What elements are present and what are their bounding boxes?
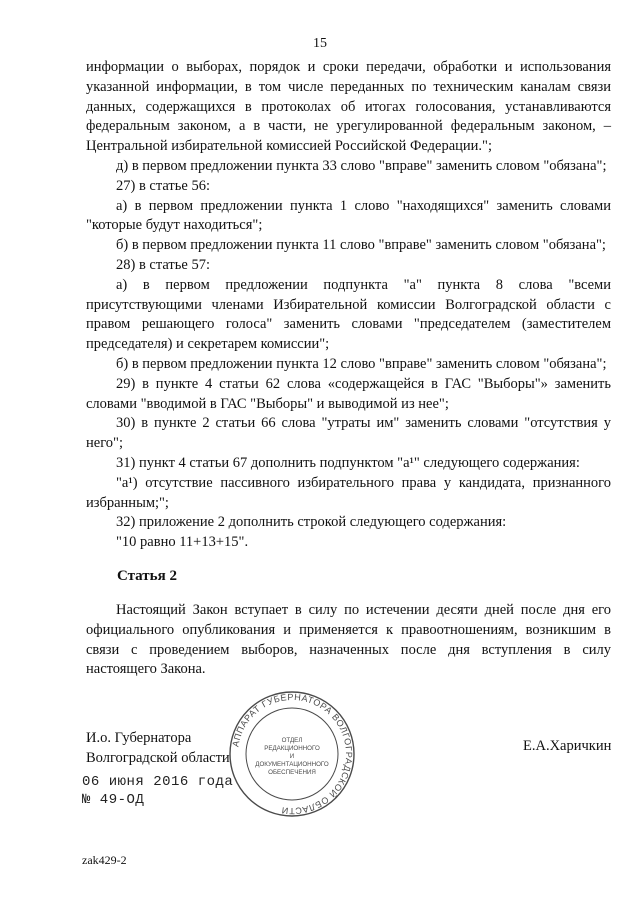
paragraph-11: "а¹) отсутствие пассивного избирательного права у кандидата, признанного избранным;"; <box>86 474 611 511</box>
paragraph-9: 30) в пункте 2 статьи 66 слова "утраты им" заменить словами "отсутствия у него"; <box>86 415 611 452</box>
paragraph-8: 29) в пункте 4 статьи 62 слова «содержащейся в ГАС "Выборы"» заменить словами "вводимой в ГАС "Выборы" и выводимой из нее"; <box>86 375 611 412</box>
paragraph-2: 27) в статье 56: <box>116 177 210 194</box>
amendments-text <box>86 58 611 553</box>
signatory-position <box>86 728 230 768</box>
paragraph-10: 31) пункт 4 статьи 67 дополнить подпунктом "а¹" следующего содержания: <box>116 454 580 471</box>
paragraph-0: информации о выборах, порядок и сроки передачи, обработки и использования указанной информации, в том числе переданных по техническим каналам связи данных, содержащихся в протоколах об итогах голосования, устанавливаются федеральным законом, а в части, не урегулированной федеральным законом, – Центральной избирательной комиссией Российской Федерации."; <box>86 59 611 155</box>
signatory-position-line1: И.о. Губернатора <box>86 730 192 746</box>
article-2-paragraph: Настоящий Закон вступает в силу по истечении десяти дней после дня его официального опубликования и применяется к правоотношениям, возникшим в связи с проведением выборов, назначенных после дня вступления в силу настоящего Закона. <box>86 602 611 678</box>
official-seal-stamp <box>228 690 356 818</box>
stamp-inner-text: ОТДЕЛ РЕДАКЦИОННОГО И ДОКУМЕНТАЦИОННОГО ОБЕСПЕЧЕНИЯ <box>255 737 329 776</box>
article-2-body <box>86 601 611 680</box>
signatory-position-line2: Волгоградской области <box>86 750 230 766</box>
document-id: zak429-2 <box>82 853 127 867</box>
paragraph-1: д) в первом предложении пункта 33 слово "вправе" заменить словом "обязана"; <box>116 157 607 174</box>
article-heading: Статья 2 <box>117 568 177 584</box>
paragraph-13: "10 равно 11+13+15". <box>116 534 249 551</box>
paragraph-3: а) в первом предложении пункта 1 слово "находящихся" заменить словами "которые будут находиться"; <box>86 197 611 234</box>
stamp-outer-text: АППАРАТ ГУБЕРНАТОРА ВОЛГОГРАДСКОЙ ОБЛАСТИ <box>230 691 355 817</box>
paragraph-4: б) в первом предложении пункта 11 слово "вправе" заменить словом "обязана"; <box>116 237 606 254</box>
paragraph-6: а) в первом предложении подпункта "а" пункта 8 слова "всеми присутствующими членами Избирательной комиссии Волгоградской области с правом решающего голоса" заменить словами "председателем (заместителем председателя) и секретарем комиссии"; <box>86 276 611 353</box>
law-number: № 49-ОД <box>82 792 145 808</box>
law-date: 06 июня 2016 года <box>82 774 234 790</box>
paragraph-12: 32) приложение 2 дополнить строкой следующего содержания: <box>116 514 507 531</box>
paragraph-7: б) в первом предложении пункта 12 слово "вправе" заменить словом "обязана"; <box>116 355 607 372</box>
page-number: 15 <box>313 36 327 51</box>
paragraph-5: 28) в статье 57: <box>116 256 210 273</box>
signatory-name: Е.А.Харичкин <box>523 738 612 754</box>
